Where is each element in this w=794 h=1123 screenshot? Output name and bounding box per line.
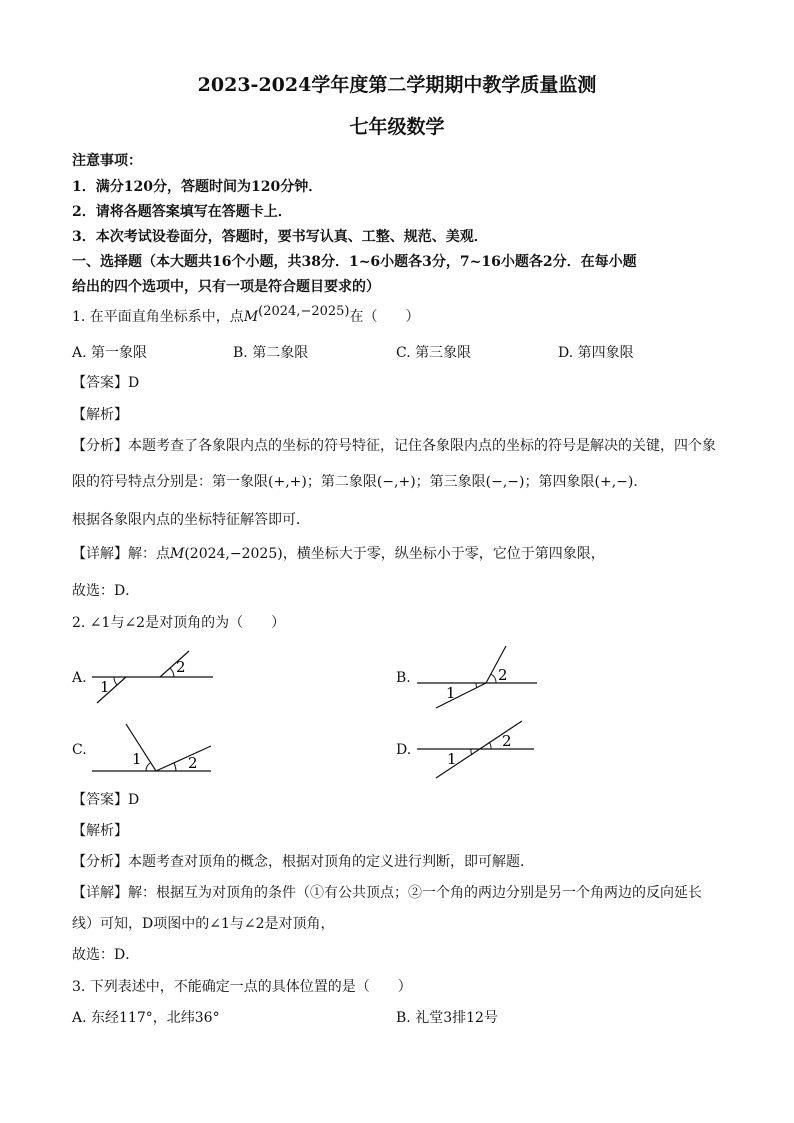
q1-detail-coord: (2024,−2025) [184, 546, 283, 562]
q2-fenxi: 【分析】本题考查对顶角的概念，根据对顶角的定义进行判断，即可解题． [72, 854, 534, 870]
q2-stem: 2. ∠1与∠2是对顶角的为（ ） [72, 615, 286, 631]
note-item-3: 3．本次考试设卷面分，答题时，要书写认真、工整、规范、美观． [72, 229, 488, 245]
figure-b-angle-1: 1 [446, 684, 456, 702]
q1-choose: 故选：D． [72, 583, 140, 599]
figure-c-angle-2: 2 [188, 754, 198, 772]
figure-a-arc-1 [114, 677, 117, 685]
q1-stem [72, 306, 420, 326]
q1-fenxi-line2: 限的符号特点分别是：第一象限(+,+)；第二象限(−,+)；第三象限(−,−)；第四象限(+,−)． [72, 474, 648, 490]
q2-choose: 故选：D． [72, 947, 140, 963]
q1-stem-post: 在（ ） [349, 309, 420, 325]
q1-detail [72, 543, 605, 563]
q2-detail-line1: 【详解】解：根据互为对顶角的条件（①有公共顶点；②一个角的两边分别是另一个角两边的反向延长 [72, 885, 702, 901]
figure-d-angle-2: 2 [502, 732, 512, 750]
q2-figure-a [88, 648, 218, 708]
q3-option-a-degree2: ° [212, 1010, 220, 1026]
figure-c-right-ray [156, 746, 211, 771]
q1-fenxi-line3: 根据各象限内点的坐标特征解答即可． [72, 512, 310, 528]
q1-detail-point: M [170, 546, 185, 562]
q2-figure-c [88, 716, 218, 776]
q1-answer: 【答案】D [72, 375, 140, 391]
section1-heading-line1: 一、选择题（本大题共16个小题，共38分．1~6小题各3分，7~16小题各2分．在每小题 [72, 254, 637, 270]
q2-option-a-label: A. [72, 670, 87, 686]
figure-c-angle-1: 1 [132, 750, 142, 768]
note-item-2: 2．请将各题答案填写在答题卡上． [72, 204, 292, 220]
q1-point: M [243, 309, 259, 325]
q3-option-b-n2: 12 [466, 1010, 484, 1026]
q2-option-c-label: C. [72, 742, 87, 758]
figure-b-angle-2: 2 [498, 666, 508, 684]
q3-option-a [72, 1007, 220, 1027]
q2-figure-b [414, 642, 544, 714]
q1-detail-pre: 【详解】解：点 [72, 546, 170, 562]
q2-figure-d [414, 716, 544, 784]
q1-option-b: B. 第二象限 [233, 345, 309, 361]
exam-title: 2023-2024学年度第二学期期中教学质量监测 [197, 74, 597, 96]
q2-answer: 【答案】D [72, 792, 140, 808]
figure-a-angle-1: 1 [100, 678, 110, 696]
q3-option-a-mid: ，北纬36 [152, 1010, 213, 1026]
q1-option-a: A. 第一象限 [72, 345, 148, 361]
q2-analysis-tag: 【解析】 [72, 823, 128, 839]
figure-b-lower-ray [436, 683, 486, 708]
q2-option-d-label: D. [396, 742, 412, 758]
q3-option-b-post: 号 [483, 1010, 498, 1026]
q2-detail-line2: 线）可知，D项图中的∠1与∠2是对顶角， [72, 916, 335, 932]
q1-option-d: D. 第四象限 [558, 345, 634, 361]
q3-option-b-mid: 排 [452, 1010, 467, 1026]
q3-option-a-pre: A. 东经117 [72, 1010, 146, 1026]
q1-option-c: C. 第三象限 [396, 345, 472, 361]
figure-a-arc-2 [170, 668, 174, 677]
figure-d-arc-1 [471, 749, 472, 755]
q1-analysis-tag: 【解析】 [72, 407, 128, 423]
figure-b-arc-1 [476, 683, 477, 688]
q3-option-b [396, 1007, 498, 1027]
figure-c-arc-2 [174, 763, 176, 771]
q1-stem-pre: 1. 在平面直角坐标系中，点 [72, 309, 244, 325]
q2-option-b-label: B. [396, 670, 411, 686]
note-item-1: 1．满分120分，答题时间为120分钟． [72, 179, 323, 195]
figure-d-arc-2 [489, 742, 491, 749]
q3-option-b-n1: 3 [443, 1010, 453, 1026]
q1-fenxi-line1: 【分析】本题考查了各象限内点的坐标的符号特征，记住各象限内点的坐标的符号是解决的关键，四个象 [72, 438, 716, 454]
q1-coord: (2024,−2025) [258, 304, 350, 319]
q1-detail-post: ，横坐标大于零，纵坐标小于零，它位于第四象限， [282, 546, 605, 562]
figure-a-angle-2: 2 [176, 658, 186, 676]
figure-b-arc-2 [491, 674, 496, 683]
q3-option-b-pre: B. 礼堂 [396, 1010, 444, 1026]
section1-heading-line2: 给出的四个选项中，只有一项是符合题目要求的） [72, 279, 380, 295]
q3-option-a-degree1: ° [145, 1010, 153, 1026]
q3-stem: 3. 下列表述中，不能确定一点的具体位置的是（ ） [72, 979, 412, 995]
notes-heading: 注意事项： [72, 153, 142, 169]
figure-d-angle-1: 1 [447, 750, 457, 768]
figure-c-arc-1 [146, 763, 150, 771]
exam-subtitle: 七年级数学 [349, 116, 445, 138]
